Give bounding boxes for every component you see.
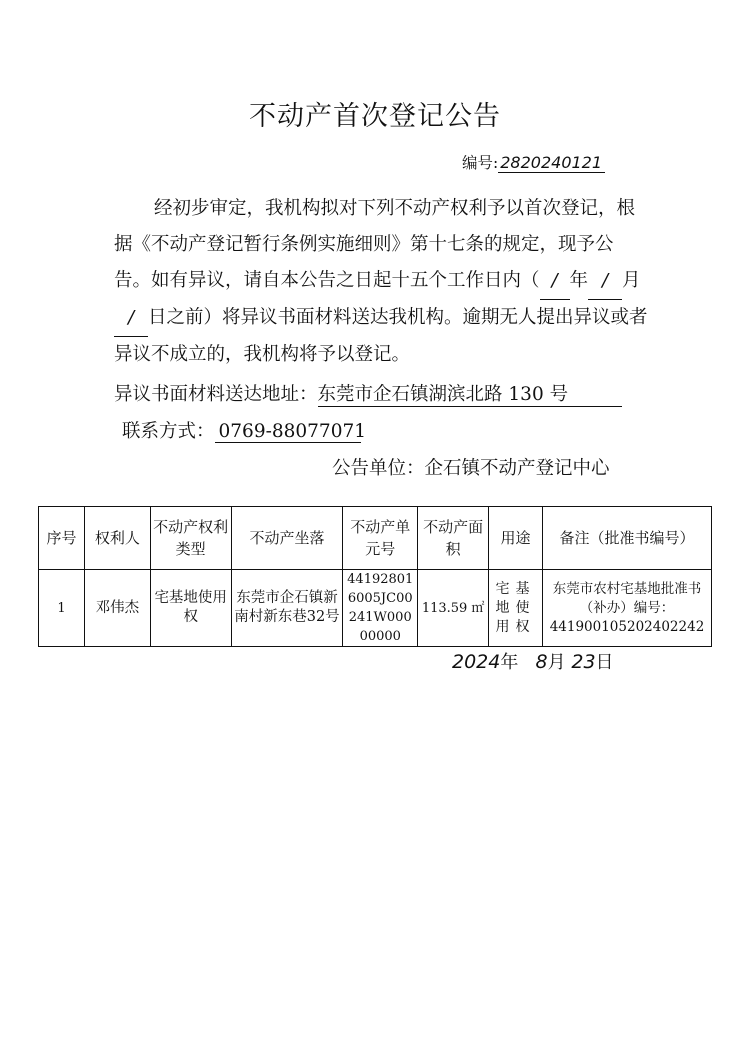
table-row — [39, 570, 712, 647]
objection-address-label: 异议书面材料送达地址： — [114, 384, 318, 405]
header-holder: 权利人 — [84, 507, 150, 570]
notice-title: 不动产首次登记公告 — [249, 101, 501, 132]
deadline-blank-year: / — [540, 263, 570, 300]
cell-no: 1 — [39, 570, 85, 647]
cell-unit-no: 441928016005JC00241W00000000 — [343, 570, 418, 647]
sign-month: 8 — [535, 651, 548, 673]
deadline-unit-year: 年 — [569, 270, 589, 291]
deadline-blank-month: / — [588, 263, 622, 300]
objection-address-value: 东莞市企石镇湖滨北路 130 号 — [318, 380, 622, 407]
header-note: 备注（批准书编号） — [543, 507, 712, 570]
objection-address — [114, 380, 622, 407]
sign-year-unit: 年 — [500, 652, 519, 673]
deadline-blank-day: / — [114, 300, 148, 337]
issuer — [332, 454, 610, 480]
notice-body — [114, 191, 650, 373]
sign-month-unit: 月 — [547, 652, 566, 673]
cell-right-type: 宅基地使用权 — [150, 570, 231, 647]
cell-location: 东莞市企石镇新南村新东巷32号 — [231, 570, 343, 647]
cell-use: 宅基地使用权 — [489, 570, 543, 647]
registration-table — [38, 506, 712, 647]
header-unit-no: 不动产单元号 — [343, 507, 418, 570]
notice-body-part1: 经初步审定，我机构拟对下列不动产权利予以首次登记，根据《不动产登记暂行条例实施细则》第十七条的规定，现予公告。如有异议，请自本公告之日起十五个工作日内（ — [114, 198, 636, 291]
contact-label: 联系方式： — [122, 421, 215, 442]
header-use: 用途 — [489, 507, 543, 570]
cell-area: 113.59 ㎡ — [418, 570, 489, 647]
issuer-value: 企石镇不动产登记中心 — [424, 458, 610, 479]
notice-number — [462, 151, 605, 173]
sign-year: 2024 — [452, 651, 501, 673]
header-location: 不动产坐落 — [231, 507, 343, 570]
cell-note: 东莞市农村宅基地批准书（补办）编号：441900105202402242 — [543, 570, 712, 647]
contact-info — [122, 417, 367, 443]
notice-body-part2: 日之前）将异议书面材料送达我机构。逾期无人提出异议或者异议不成立的，我机构将予以登记。 — [114, 307, 648, 365]
sign-day-unit: 日 — [595, 652, 614, 673]
notice-number-label: 编号: — [462, 154, 499, 172]
header-right-type: 不动产权利类型 — [150, 507, 231, 570]
cell-holder: 邓伟杰 — [84, 570, 150, 647]
notice-number-value: 2820240121 — [498, 153, 605, 173]
sign-day: 23 — [571, 651, 596, 673]
header-no: 序号 — [39, 507, 85, 570]
table-header-row — [39, 507, 712, 570]
issuer-label: 公告单位： — [332, 458, 425, 479]
sign-date — [452, 648, 614, 674]
contact-phone: 0769-88077071 — [215, 421, 361, 443]
header-area: 不动产面积 — [418, 507, 489, 570]
deadline-unit-month: 月 — [622, 270, 641, 291]
